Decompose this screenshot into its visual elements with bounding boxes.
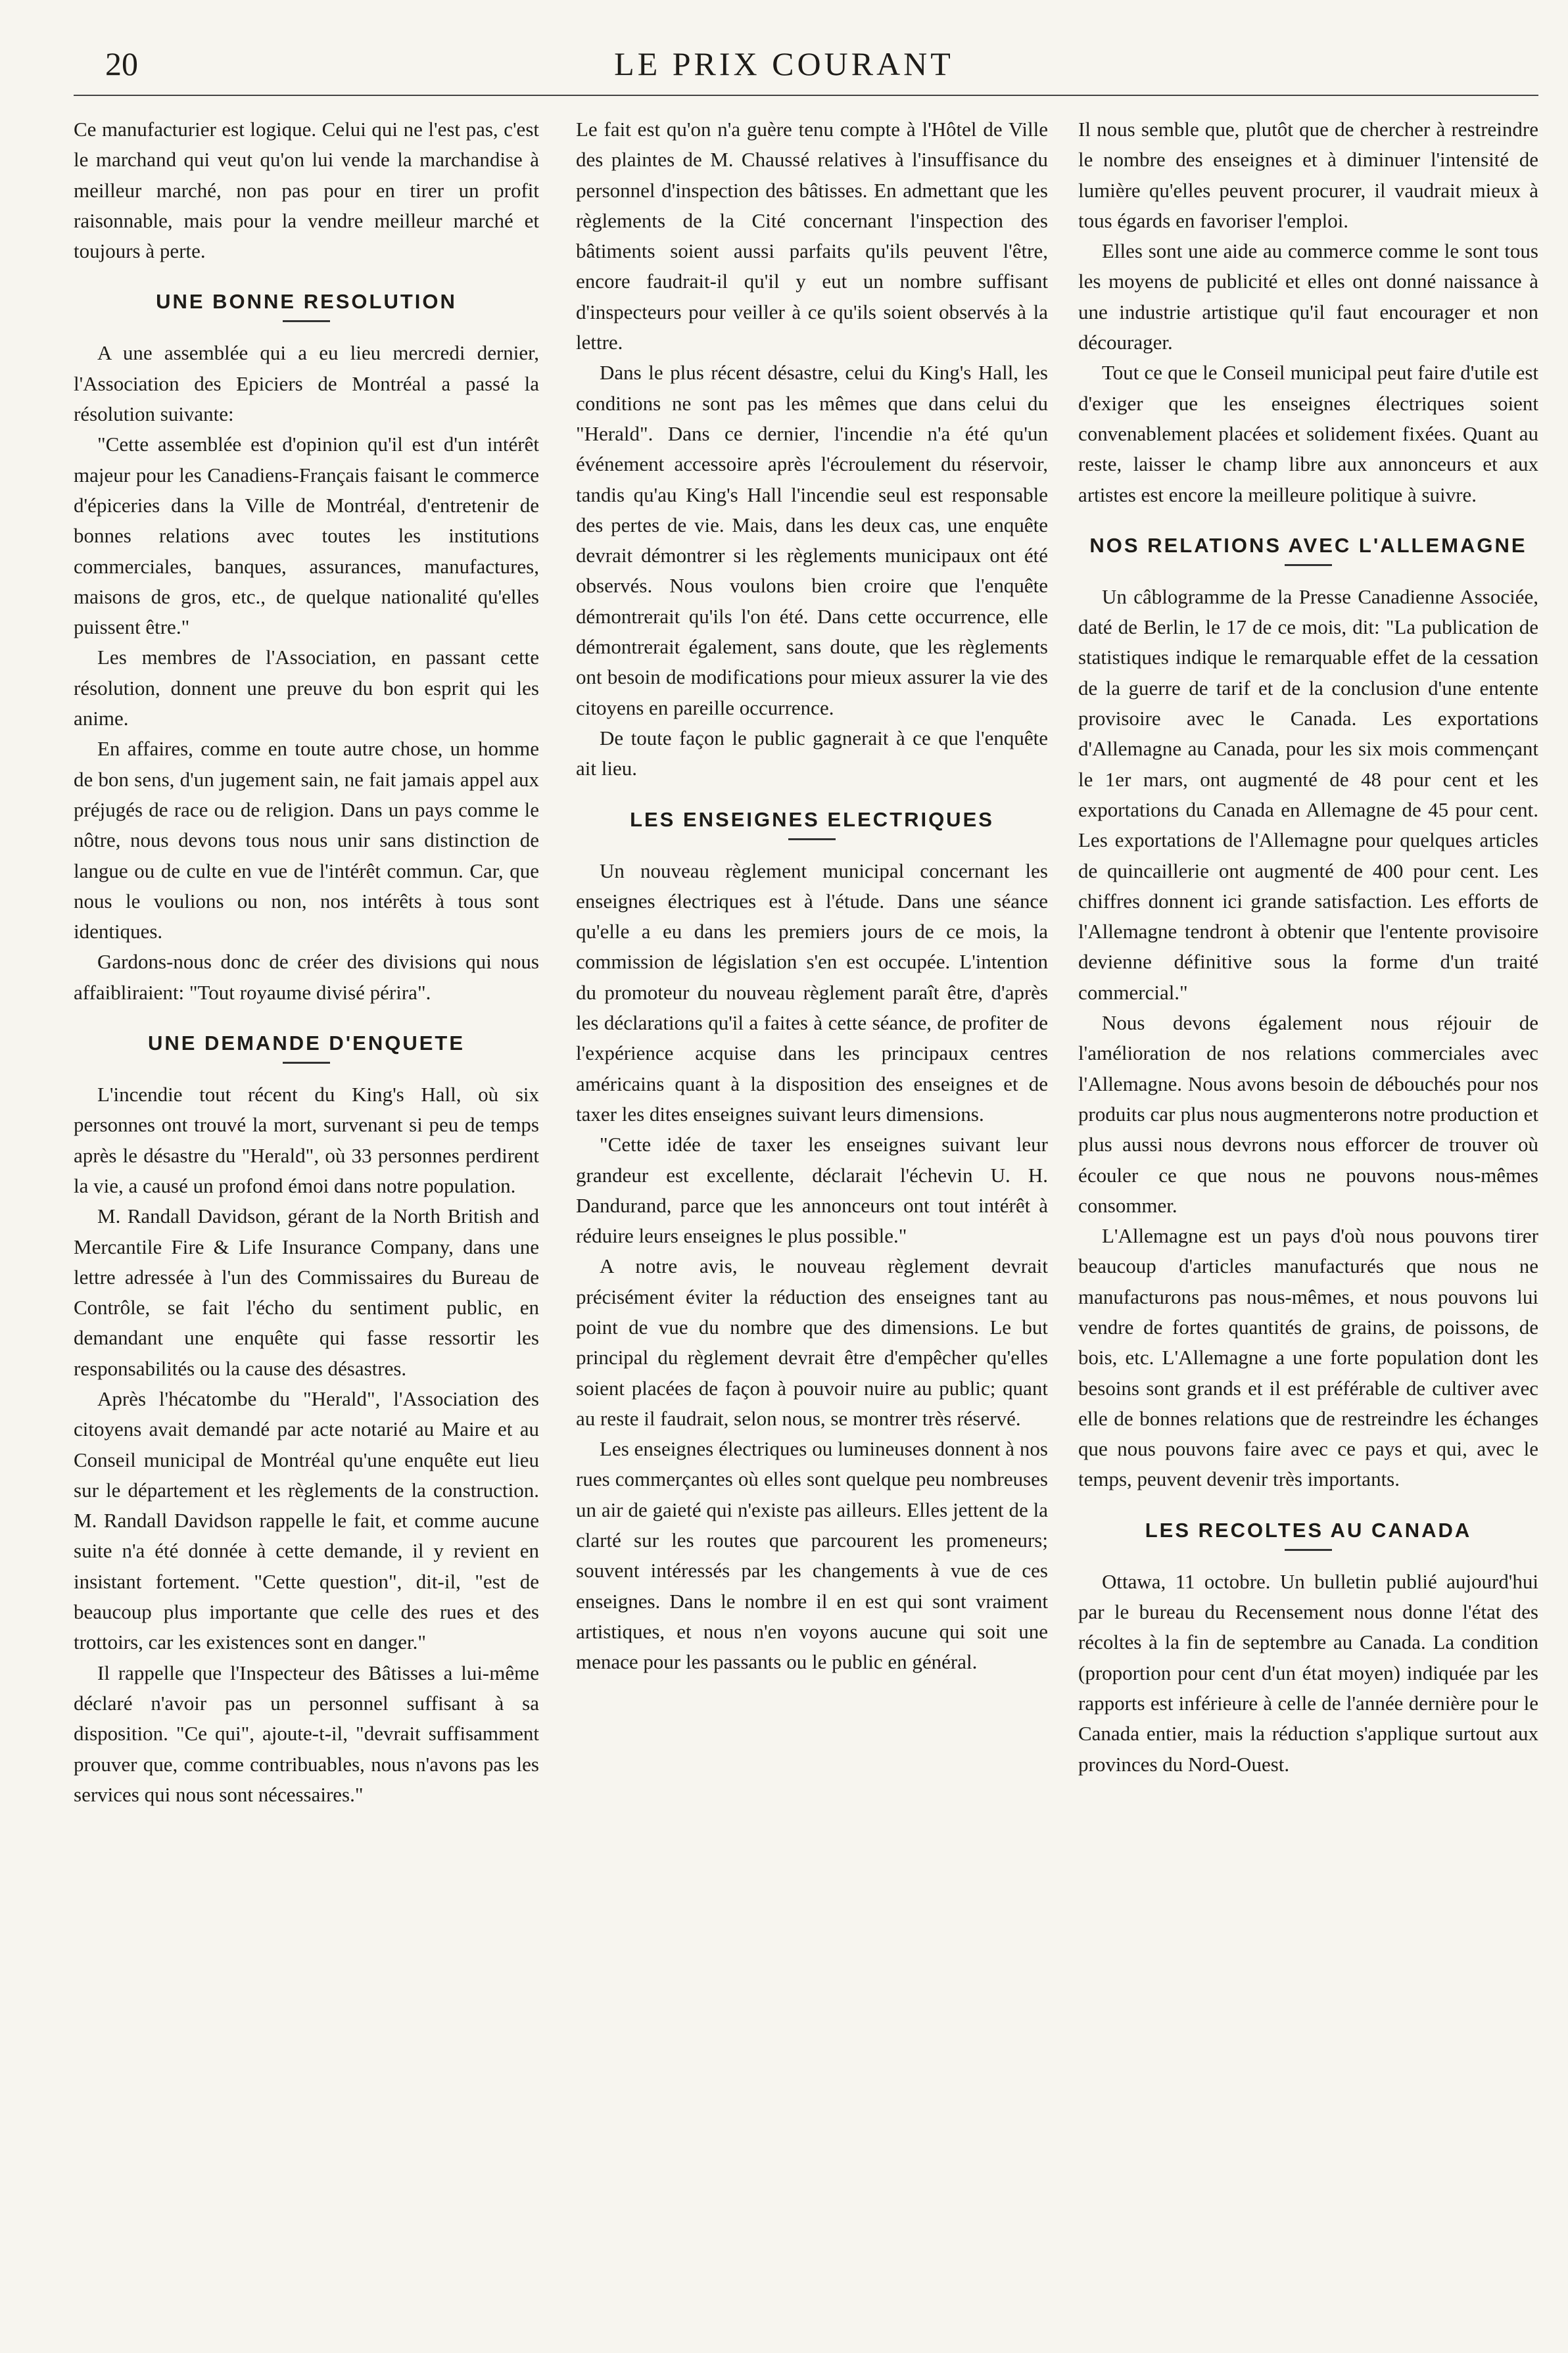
paragraph: M. Randall Davidson, gérant de la North British and Mercantile Fire & Life Insurance Company, dans une lettre adressée à l'un des Commissaires du Bureau de Contrôle, se fait l'écho du sentiment public, en demandant une enquête qui fasse ressortir les responsabilités ou la cause des désastres.	[74, 1204, 539, 1380]
paragraph: En affaires, comme en toute autre chose, un homme de bon sens, d'un jugement sain, ne fait jamais appel aux préjugés de race ou de religion. Dans un pays comme le nôtre, nous devons tous nous unir sans distinction de langue ou de culte en vue de l'intérêt commun. Car, que nous le voulions ou non, nos intérêts à tous sont identiques.	[74, 737, 539, 943]
paragraph: Un nouveau règlement municipal concernant les enseignes électriques est à l'étude. Dans une séance qu'elle a eu dans les premiers jours de ce mois, la commission de législation s'en est occupée. L'intention du promoteur du nouveau règlement paraît être, d'après les déclarations qu'il a faites à cette séance, de profiter de l'expérience acquise dans les principaux centres américains quant à la disposition des enseignes et de taxer les dites enseignes suivant leurs dimensions.	[576, 859, 1048, 1126]
paragraph: A notre avis, le nouveau règlement devrait précisément éviter la réduction des enseignes tant au point de vue du nombre que des dimensions. Le but principal du règlement devrait être d'empêcher qu'elles soient placées de façon à pouvoir nuire au public; quant au reste il faudrait, selon nous, se montrer très réservé.	[576, 1254, 1048, 1430]
paragraph: Le fait est qu'on n'a guère tenu compte à l'Hôtel de Ville des plaintes de M. Chaussé relatives à l'insuffisance du personnel d'inspection des bâtisses. En admettant que les règlements de la Cité concernant l'inspection des bâtiments soient aussi parfaits qu'ils peuvent l'être, encore faudrait-il qu'il y eut un nombre suffisant d'inspecteurs pour veiller à ce qu'ils soient observés à la lettre.	[576, 118, 1048, 354]
column-middle	[576, 114, 1048, 1678]
headline-dash	[1285, 564, 1332, 566]
headline-relations-allemagne: NOS RELATIONS AVEC L'ALLEMAGNE	[1089, 533, 1527, 557]
headline-dash	[283, 1062, 330, 1064]
paragraph: Tout ce que le Conseil municipal peut faire d'utile est d'exiger que les enseignes électriques soient convenablement placées et solidement fixées. Quant au reste, laisser le champ libre aux annonceurs et aux artistes est encore la meilleure politique à suivre.	[1078, 361, 1538, 506]
page-number: 20	[105, 45, 138, 82]
paragraph: Ottawa, 11 octobre. Un bulletin publié aujourd'hui par le bureau du Recensement nous donne l'état des récoltes à la fin de septembre au Canada. La condition (proportion pour cent d'un état moyen) indiquée par les rapports est inférieure à celle de l'année dernière pour le Canada entier, mais la réduction s'applique surtout aux provinces du Nord-Ouest.	[1078, 1569, 1538, 1776]
paragraph: A une assemblée qui a eu lieu mercredi dernier, l'Association des Epiciers de Montréal a passé la résolution suivante:	[74, 341, 539, 426]
headline-dash	[1285, 1549, 1332, 1551]
paragraph: Il rappelle que l'Inspecteur des Bâtisses a lui-même déclaré n'avoir pas un personnel suffisant à sa disposition. "Ce qui", ajoute-t-il, "devrait suffisamment prouver que, comme contribuables, nous n'avons pas les services qui nous sont nécessaires."	[74, 1661, 539, 1806]
paragraph: Après l'hécatombe du "Herald", l'Association des citoyens avait demandé par acte notarié au Maire et au Conseil municipal de Montréal qu'une enquête eut lieu sur le département et les règlements de la construction. M. Randall Davidson rappelle le fait, et comme aucune suite n'a été donnée à cette demande, il y revient en insistant fortement. "Cette question", dit-il, "est de beaucoup plus importante que celle des rues et des trottoirs, car les existences sont en danger."	[74, 1387, 539, 1654]
column-right	[1078, 114, 1538, 1780]
paragraph: Les membres de l'Association, en passant cette résolution, donnent une preuve du bon esprit qui les anime.	[74, 646, 539, 730]
paragraph: Ce manufacturier est logique. Celui qui ne l'est pas, c'est le marchand qui veut qu'on lui vende la marchandise à meilleur marché, non pas pour en tirer un profit raisonnable, mais pour la vendre meilleur marché et toujours à perte.	[74, 118, 539, 263]
running-title: LE PRIX COURANT	[614, 45, 954, 82]
paragraph: "Cette idée de taxer les enseignes suivant leur grandeur est excellente, déclarait l'échevin U. H. Dandurand, parce que les annonceurs ont tout intérêt à réduire leurs enseignes le plus possible."	[576, 1133, 1048, 1248]
headline-recoltes-canada: LES RECOLTES AU CANADA	[1145, 1518, 1472, 1542]
paragraph: Il nous semble que, plutôt que de chercher à restreindre le nombre des enseignes et à diminuer l'intensité de lumière qu'elles peuvent procurer, il vaudrait mieux à tous égards en favoriser l'emploi.	[1078, 118, 1538, 232]
paragraph: Elles sont une aide au commerce comme le sont tous les moyens de publicité et elles ont donné naissance à une industrie artistique qu'il faut encourager et non décourager.	[1078, 239, 1538, 354]
headline-demande-enquete: UNE DEMANDE D'ENQUETE	[147, 1032, 465, 1055]
paragraph: L'incendie tout récent du King's Hall, où six personnes ont trouvé la mort, survenant si peu de temps après le désastre du "Herald", où 33 personnes perdirent la vie, a causé un profond émoi dans notre population.	[74, 1083, 539, 1197]
paragraph: Un câblogramme de la Presse Canadienne Associée, daté de Berlin, le 17 de ce mois, dit: "La publication de statistiques indique le remarquable effet de la cessation de la guerre de tarif et de la conclusion d'une entente provisoire avec le Canada. Les exportations d'Allemagne au Canada, pour les six mois commençant le 1er mars, ont augmenté de 48 pour cent et les exportations du Canada en Allemagne de 45 pour cent. Les exportations de l'Allemagne pour quelques articles de quincaillerie ont augmenté de 400 pour cent. Les chiffres donnent ici grande satisfaction. Les efforts de l'Allemagne tendront à obtenir que l'entente provisoire devienne définitive sous la forme d'un traité commercial."	[1078, 584, 1538, 1004]
paragraph: Gardons-nous donc de créer des divisions qui nous affaibliraient: "Tout royaume divisé périra".	[74, 950, 539, 1004]
paragraph: "Cette assemblée est d'opinion qu'il est d'un intérêt majeur pour les Canadiens-Français faisant le commerce d'épiceries dans la Ville de Montréal, d'entretenir de bonnes relations avec toutes les institutions commerciales, banques, assurances, manufactures, maisons de gros, etc., de quelque nationalité qu'elles puissent être."	[74, 433, 539, 639]
paragraph: L'Allemagne est un pays d'où nous pouvons tirer beaucoup d'articles manufacturés que nous ne manufacturons pas nous-mêmes, et nous pouvons lui vendre de fortes quantités de grains, de poissons, de bois, etc. L'Allemagne a une forte population dont les besoins sont grands et il est préférable de cultiver avec elle de bonnes relations que de restreindre les échanges que nous pouvons faire avec ce pays et qui, avec le temps, peuvent devenir très importants.	[1078, 1224, 1538, 1491]
paragraph: Les enseignes électriques ou lumineuses donnent à nos rues commerçantes où elles sont quelque peu nombreuses un air de gaieté qui n'existe pas ailleurs. Elles jettent de la clarté sur les routes que parcourent les promeneurs; souvent intéressés par les changements à vue de ces enseignes. Dans le nombre il en est qui sont vraiment artistiques, et nous n'en voyons aucune qui soit une menace pour les passants ou le public en général.	[576, 1437, 1048, 1674]
paragraph: De toute façon le public gagnerait à ce que l'enquête ait lieu.	[576, 726, 1048, 780]
header-rule	[74, 95, 1538, 96]
headline-bonne-resolution: UNE BONNE RESOLUTION	[156, 290, 457, 314]
headline-dash	[788, 838, 836, 840]
headline-enseignes-electriques: LES ENSEIGNES ELECTRIQUES	[630, 807, 994, 831]
paragraph: Nous devons également nous réjouir de l'amélioration de nos relations commerciales avec l'Allemagne. Nous avons besoin de débouchés pour nos produits car plus nous augmenterons notre production et plus aussi nous devrons nous efforcer de trouver où écouler ce que nous ne pouvons nous-mêmes consommer.	[1078, 1011, 1538, 1217]
paragraph: Dans le plus récent désastre, celui du King's Hall, les conditions ne sont pas les mêmes que dans celui du "Herald". Dans ce dernier, l'incendie n'a été qu'un événement accessoire après l'écroulement du réservoir, tandis qu'au King's Hall l'incendie seul est responsable des pertes de vie. Mais, dans les deux cas, une enquête devrait démontrer si les règlements municipaux ont été observés. Nous voulons bien croire que l'enquête démontrerait qu'ils l'on été. Dans cette occurrence, elle démontrerait également, sans doute, que les règlements ont besoin de modifications pour mieux assurer la vie des citoyens en pareille occurrence.	[576, 361, 1048, 719]
headline-dash	[283, 320, 330, 322]
column-left	[74, 114, 539, 1810]
